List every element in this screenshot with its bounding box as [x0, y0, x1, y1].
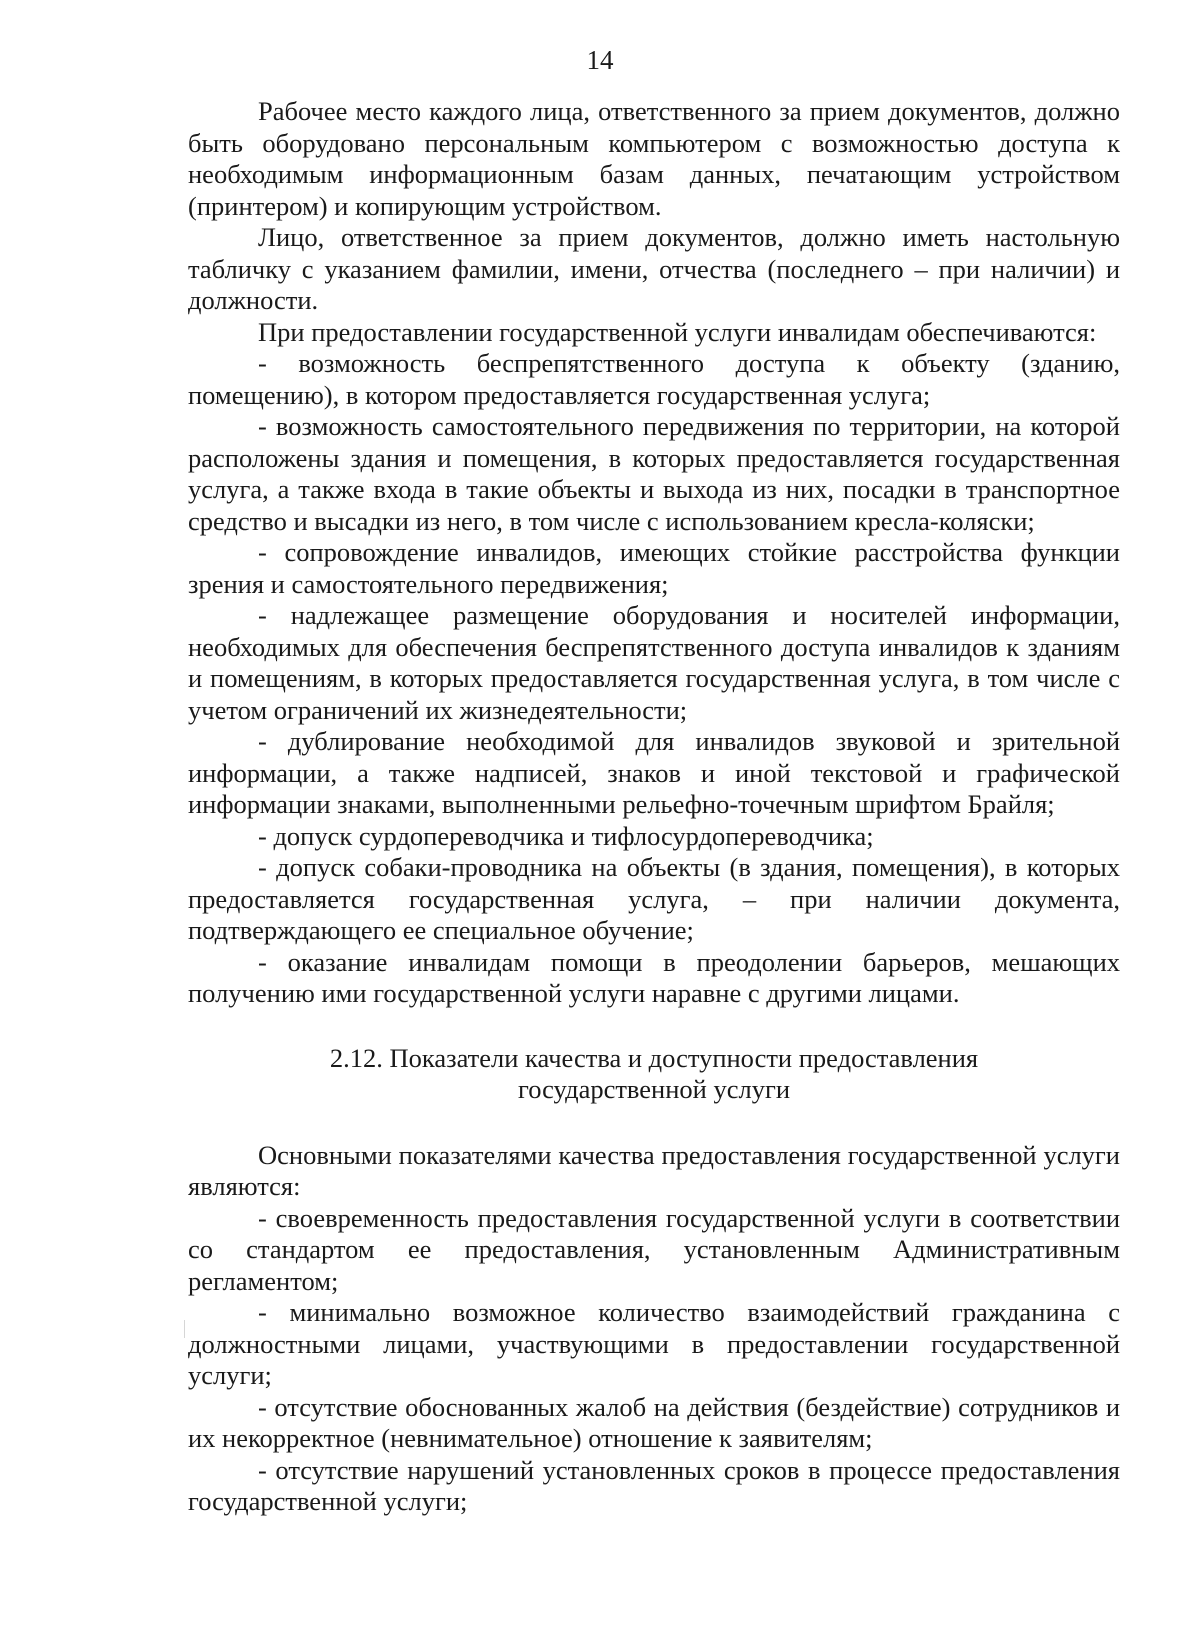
list-item-no-deadline-violations: - отсутствие нарушений установленных сроков в процессе предоставления государственной услуги; [188, 1454, 1120, 1516]
list-item-guide-dog: - допуск собаки-проводника на объекты (в здания, помещения), в которых предоставляется государственная услуга, – при наличии документа, подтверждающего ее специальное обучение; [188, 852, 1120, 945]
paragraph-workplace: Рабочее место каждого лица, ответственного за прием документов, должно быть оборудовано персональным компьютером с возможностью доступа к необходимым информационным базам данных, печатающим устройством (принтером) и копирующим устройством. [188, 96, 1120, 221]
scan-artifact-line [184, 1320, 185, 1338]
section-heading-line-1: 2.12. Показатели качества и доступности предоставления [329, 1042, 979, 1073]
list-item-sign-interpreter: - допуск сурдопереводчика и тифлосурдопереводчика; [258, 820, 874, 851]
paragraph-accessibility-intro: При предоставлении государственной услуги инвалидам обеспечиваются: [258, 316, 1097, 347]
list-item-information-duplication: - дублирование необходимой для инвалидов звуковой и зрительной информации, а также надписей, знаков и иной текстовой и графической информации знаками, выполненными рельефно-точечным шрифтом Брайля; [188, 726, 1120, 819]
paragraph-nameplate: Лицо, ответственное за прием документов, должно иметь настольную табличку с указанием фамилии, имени, отчества (последнего – при наличии) и должности. [188, 222, 1120, 315]
list-item-escort: - сопровождение инвалидов, имеющих стойкие расстройства функции зрения и самостоятельного передвижения; [188, 537, 1120, 599]
paragraph-quality-indicators-intro: Основными показателями качества предоставления государственной услуги являются: [188, 1139, 1120, 1201]
list-item-no-complaints: - отсутствие обоснованных жалоб на действия (бездействие) сотрудников и их некорректное (невнимательное) отношение к заявителям; [188, 1391, 1120, 1453]
list-item-barrier-assistance: - оказание инвалидам помощи в преодолении барьеров, мешающих получению ими государственной услуги наравне с другими лицами. [188, 946, 1120, 1008]
section-heading [188, 1043, 1120, 1106]
section-heading-line-2: государственной услуги [517, 1074, 791, 1104]
page-number: 14 [586, 45, 614, 75]
list-item-access-to-object: - возможность беспрепятственного доступа к объекту (зданию, помещению), в котором предоставляется государственная услуга; [188, 348, 1120, 410]
list-item-equipment-placement: - надлежащее размещение оборудования и носителей информации, необходимых для обеспечения беспрепятственного доступа инвалидов к зданиям и помещениям, в которых предоставляется государственная услуга, в том числе с учетом ограничений их жизнедеятельности; [188, 600, 1120, 725]
document-body [188, 96, 1120, 1518]
list-item-timeliness: - своевременность предоставления государственной услуги в соответствии со стандартом ее предоставления, установленным Административным регламентом; [188, 1202, 1120, 1296]
list-item-independent-movement: - возможность самостоятельного передвижения по территории, на которой расположены здания и помещения, в которых предоставляется государственная услуга, а также входа в такие объекты и выхода из них, посадки в транспортное средство и высадки из него, в том числе с использованием кресла-коляски; [188, 411, 1120, 536]
list-item-minimal-interactions: - минимально возможное количество взаимодействий гражданина с должностными лицами, участвующими в предоставлении государственной услуги; [188, 1297, 1120, 1390]
